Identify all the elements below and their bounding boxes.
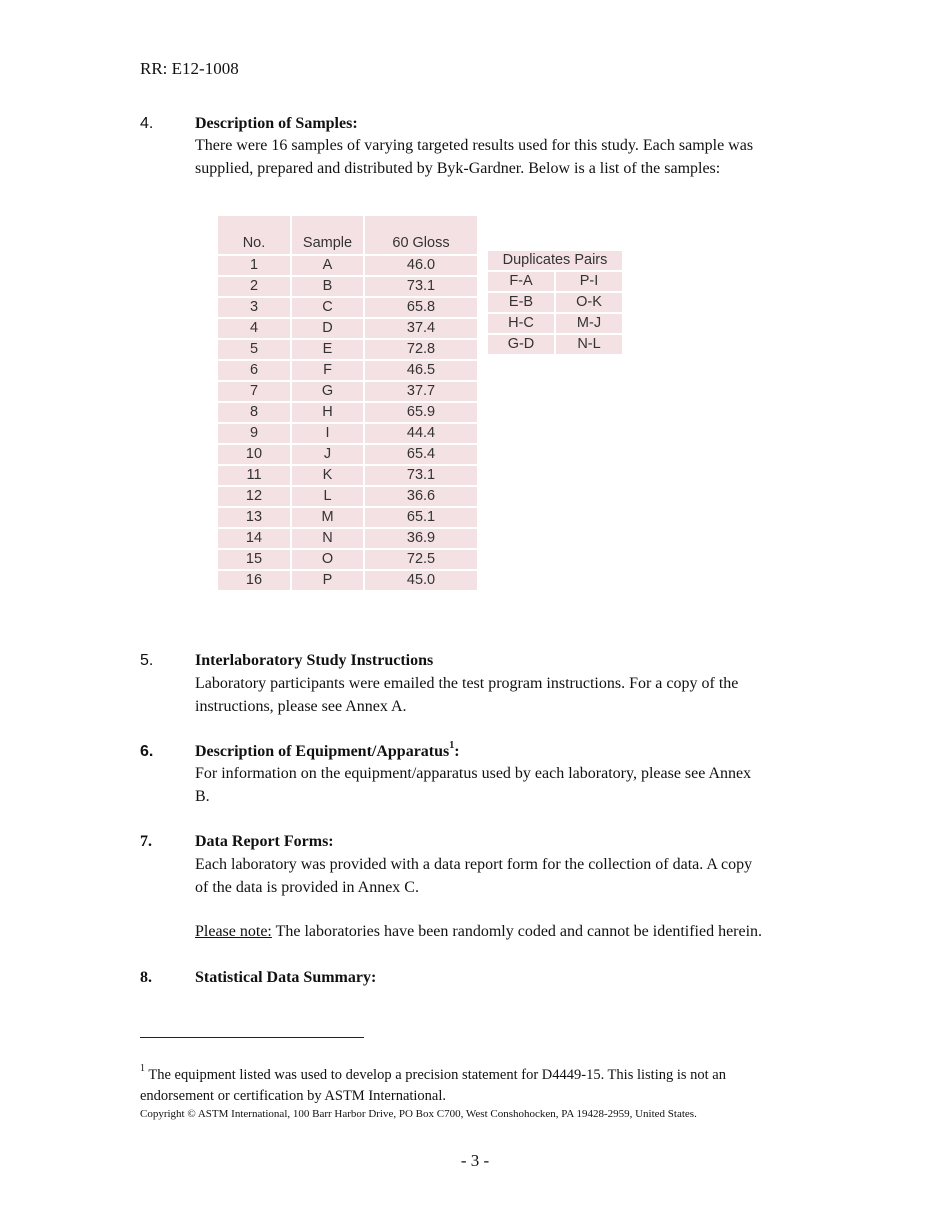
sample-gloss: 73.1 — [365, 277, 477, 296]
table-row — [488, 293, 622, 312]
table-row — [218, 298, 477, 317]
sample-no: 4 — [218, 319, 290, 338]
sample-gloss: 65.1 — [365, 508, 477, 527]
footnote-ref: 1 — [449, 739, 455, 751]
section-6-title-suffix: : — [454, 743, 460, 760]
sample-id: B — [292, 277, 363, 296]
section-5-line: instructions, please see Annex A. — [195, 698, 407, 715]
sample-gloss: 72.8 — [365, 340, 477, 359]
section-8-title: Statistical Data Summary: — [195, 969, 377, 986]
sample-id: D — [292, 319, 363, 338]
table-row — [218, 571, 477, 590]
table-row — [218, 277, 477, 296]
sample-no: 9 — [218, 424, 290, 443]
sample-gloss: 36.6 — [365, 487, 477, 506]
table-row — [218, 403, 477, 422]
table-row — [218, 508, 477, 527]
section-7-line: Each laboratory was provided with a data report form for the collection of data. A copy — [195, 856, 753, 873]
sample-id: L — [292, 487, 363, 506]
duplicate-pair: H-C — [488, 314, 554, 333]
table-row — [218, 382, 477, 401]
duplicate-pair: F-A — [488, 272, 554, 291]
note-text: The laboratories have been randomly coded and cannot be identified herein. — [271, 923, 763, 940]
table-row — [218, 319, 477, 338]
sample-gloss: 65.4 — [365, 445, 477, 464]
section-7-number: 7. — [140, 833, 152, 850]
section-5-title: Interlaboratory Study Instructions — [195, 652, 434, 669]
duplicate-pair: N-L — [556, 335, 622, 354]
sample-no: 15 — [218, 550, 290, 569]
samples-table-header — [218, 216, 477, 254]
duplicate-pair: G-D — [488, 335, 554, 354]
footnote-rule — [140, 1037, 364, 1038]
section-7-note — [195, 920, 815, 943]
sample-no: 13 — [218, 508, 290, 527]
sample-gloss: 65.9 — [365, 403, 477, 422]
footnote-mark: 1 — [140, 1063, 145, 1075]
section-6-line: B. — [195, 788, 210, 805]
table-row — [218, 445, 477, 464]
table-row — [218, 550, 477, 569]
table-row — [218, 466, 477, 485]
sample-id: O — [292, 550, 363, 569]
report-id: RR: E12-1008 — [140, 59, 239, 78]
sample-id: G — [292, 382, 363, 401]
section-8-number: 8. — [140, 969, 152, 986]
section-6-title: Description of Equipment/Apparatus — [195, 743, 450, 760]
section-5-number: 5. — [140, 652, 154, 669]
footnote-text: The equipment listed was used to develop a precision statement for D4449-15. This listing is not an endorsement or certification by ASTM International. — [140, 1067, 726, 1104]
section-6-number: 6. — [140, 743, 154, 760]
section-6-line: For information on the equipment/apparatus used by each laboratory, please see Annex — [195, 765, 752, 782]
copyright: Copyright © ASTM International, 100 Barr Harbor Drive, PO Box C700, West Conshohocken, PA 19428-2959, United States. — [140, 1108, 697, 1120]
table-row — [488, 314, 622, 333]
section-4-title: Description of Samples: — [195, 115, 358, 132]
sample-no: 16 — [218, 571, 290, 590]
sample-id: K — [292, 466, 363, 485]
sample-gloss: 65.8 — [365, 298, 477, 317]
sample-id: E — [292, 340, 363, 359]
section-5-line: Laboratory participants were emailed the test program instructions. For a copy of the — [195, 675, 739, 692]
sample-id: N — [292, 529, 363, 548]
header-no: No. — [218, 216, 290, 254]
sample-no: 1 — [218, 256, 290, 275]
sample-no: 6 — [218, 361, 290, 380]
table-row — [218, 424, 477, 443]
sample-gloss: 36.9 — [365, 529, 477, 548]
sample-no: 5 — [218, 340, 290, 359]
sample-id: I — [292, 424, 363, 443]
samples-table — [216, 214, 479, 592]
sample-id: H — [292, 403, 363, 422]
sample-no: 10 — [218, 445, 290, 464]
section-4-line: There were 16 samples of varying targeted results used for this study. Each sample was — [195, 137, 754, 154]
table-row — [218, 487, 477, 506]
duplicate-pair: O-K — [556, 293, 622, 312]
table-row — [488, 272, 622, 291]
section-4-body — [195, 134, 815, 180]
sample-no: 2 — [218, 277, 290, 296]
table-row — [218, 529, 477, 548]
sample-id: C — [292, 298, 363, 317]
table-row — [218, 340, 477, 359]
sample-gloss: 46.0 — [365, 256, 477, 275]
table-row — [488, 335, 622, 354]
header-sample: Sample — [292, 216, 363, 254]
sample-no: 12 — [218, 487, 290, 506]
section-7-line: of the data is provided in Annex C. — [195, 879, 419, 896]
page-number: - 3 - — [460, 1151, 490, 1170]
section-7-body — [195, 853, 815, 899]
sample-id: P — [292, 571, 363, 590]
sample-no: 11 — [218, 466, 290, 485]
sample-gloss: 73.1 — [365, 466, 477, 485]
sample-gloss: 72.5 — [365, 550, 477, 569]
section-5-body — [195, 672, 815, 718]
note-label: Please note: — [195, 923, 272, 940]
duplicates-table-header — [488, 251, 622, 270]
section-6-title-wrap — [195, 740, 460, 763]
section-4-number: 4. — [140, 115, 154, 132]
sample-gloss: 37.4 — [365, 319, 477, 338]
section-7-title: Data Report Forms: — [195, 833, 334, 850]
table-row — [218, 361, 477, 380]
footnote — [140, 1065, 790, 1107]
duplicates-title: Duplicates Pairs — [488, 251, 622, 270]
sample-no: 14 — [218, 529, 290, 548]
sample-gloss: 37.7 — [365, 382, 477, 401]
sample-id: F — [292, 361, 363, 380]
sample-no: 7 — [218, 382, 290, 401]
section-4-line: supplied, prepared and distributed by Byk-Gardner. Below is a list of the samples: — [195, 160, 721, 177]
duplicate-pair: M-J — [556, 314, 622, 333]
sample-gloss: 44.4 — [365, 424, 477, 443]
sample-no: 3 — [218, 298, 290, 317]
sample-id: A — [292, 256, 363, 275]
duplicate-pair: E-B — [488, 293, 554, 312]
sample-id: J — [292, 445, 363, 464]
sample-no: 8 — [218, 403, 290, 422]
duplicate-pair: P-I — [556, 272, 622, 291]
sample-gloss: 46.5 — [365, 361, 477, 380]
sample-gloss: 45.0 — [365, 571, 477, 590]
table-row — [218, 256, 477, 275]
header-gloss: 60 Gloss — [365, 216, 477, 254]
sample-id: M — [292, 508, 363, 527]
section-6-body — [195, 762, 815, 808]
duplicates-table — [486, 249, 624, 356]
